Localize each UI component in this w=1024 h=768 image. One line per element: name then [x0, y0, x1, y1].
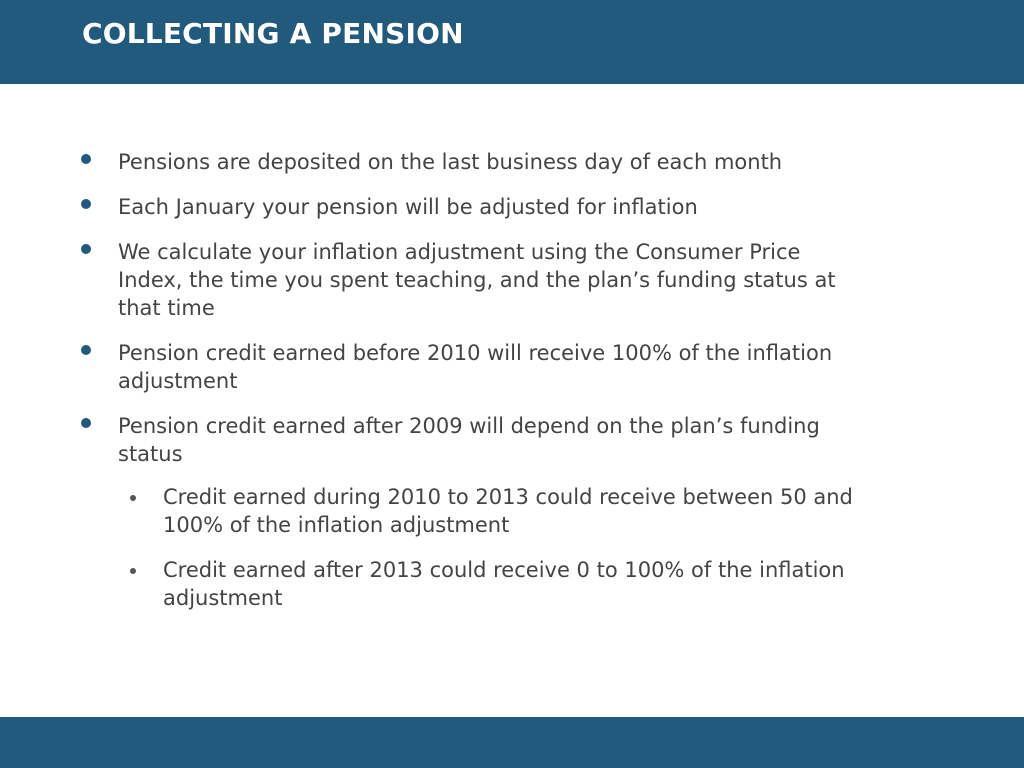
bullet-item	[78, 412, 868, 468]
bullet-text: Pension credit earned before 2010 will receive 100% of the inflation adjustment	[118, 341, 833, 393]
sub-bullet-list	[78, 483, 868, 612]
slide-content	[78, 148, 868, 629]
bullet-dot-icon	[81, 244, 91, 254]
bullet-item	[78, 148, 868, 176]
bullet-text: We calculate your inflation adjustment using the Consumer Price Index, the time you spent teaching, and the plan’s funding status at that time	[118, 240, 836, 320]
sub-bullet-text: Credit earned after 2013 could receive 0 to 100% of the inflation adjustment	[163, 558, 845, 610]
slide-title: COLLECTING A PENSION	[82, 17, 464, 50]
bullet-dot-icon	[81, 418, 91, 428]
footer-bar	[0, 717, 1024, 768]
bullet-dot-icon	[81, 345, 91, 355]
sub-bullet-dot-icon	[130, 495, 136, 501]
bullet-text: Pensions are deposited on the last business day of each month	[118, 150, 783, 174]
sub-bullet-item	[78, 556, 868, 612]
bullet-dot-icon	[81, 154, 91, 164]
bullet-item	[78, 238, 868, 322]
sub-bullet-text: Credit earned during 2010 to 2013 could receive between 50 and 100% of the inflation adjustment	[163, 485, 853, 537]
header-bar	[0, 0, 1024, 84]
sub-bullet-dot-icon	[130, 568, 136, 574]
bullet-list	[78, 148, 868, 468]
bullet-text: Pension credit earned after 2009 will depend on the plan’s funding status	[118, 414, 820, 466]
bullet-item	[78, 339, 868, 395]
bullet-text: Each January your pension will be adjusted for inflation	[118, 195, 698, 219]
bullet-item	[78, 193, 868, 221]
bullet-dot-icon	[81, 199, 91, 209]
sub-bullet-item	[78, 483, 868, 539]
